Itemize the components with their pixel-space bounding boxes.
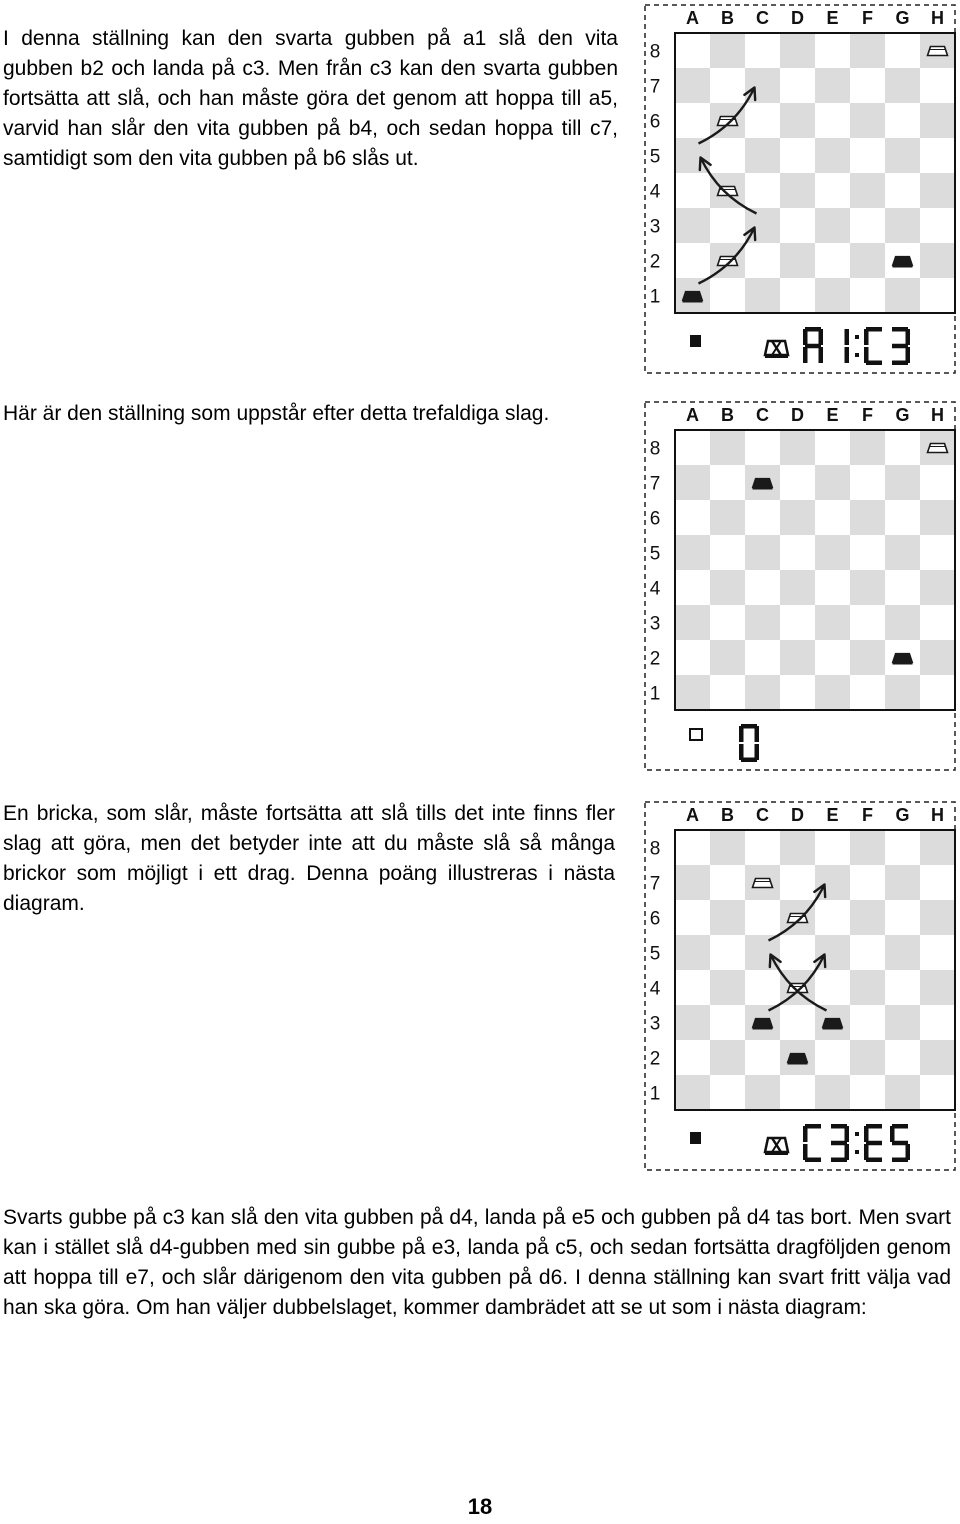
board-square-dark <box>885 1005 920 1040</box>
board-square-dark <box>850 500 885 535</box>
board-square-light <box>815 103 850 138</box>
file-label: D <box>791 405 804 425</box>
board-square-dark <box>675 935 710 970</box>
board-square-light <box>815 173 850 208</box>
board-square-dark <box>885 605 920 640</box>
rank-label: 1 <box>649 286 661 308</box>
board-square-light <box>710 1005 745 1040</box>
board-square-light <box>815 500 850 535</box>
board-square-light <box>780 1075 815 1110</box>
board-square-light <box>815 830 850 865</box>
board-square-light <box>885 900 920 935</box>
board-square-dark <box>710 1040 745 1075</box>
rank-label: 1 <box>649 1083 661 1105</box>
board-square-dark <box>850 173 885 208</box>
board-square-dark <box>850 570 885 605</box>
board-square-dark <box>815 68 850 103</box>
board-square-light <box>745 430 780 465</box>
white-checker-piece <box>928 47 948 56</box>
board-square-dark <box>745 605 780 640</box>
board-square-light <box>710 535 745 570</box>
board-square-dark <box>920 640 955 675</box>
rank-label: 3 <box>649 1013 661 1035</box>
lcd-segment <box>866 1141 882 1146</box>
board-square-dark <box>885 278 920 313</box>
board-square-light <box>710 278 745 313</box>
board-square-dark <box>850 33 885 68</box>
board-square-light <box>850 675 885 710</box>
lcd-segment <box>890 1126 895 1142</box>
board-square-light <box>885 500 920 535</box>
board-square-light <box>920 935 955 970</box>
board-square-light <box>815 33 850 68</box>
board-square-dark <box>710 33 745 68</box>
file-label: C <box>756 805 769 825</box>
board-square-light <box>920 278 955 313</box>
paragraph-choice-explanation: Svarts gubbe på c3 kan slå den vita gubben på d4, landa på e5 och gubben på d4 tas bort. Men svart kan i stället slå d4-gubben med sin gubbe på e3, landa på c5, och sedan fortsätta dragföljden genom att hoppa till e7, och slår därigenom den vita gubben på d6. I denna ställning kan svart fritt välja vad han ska göra. Om han väljer dubbelslaget, kommer dambrädet att se ut som i nästa diagram: <box>3 1206 951 1319</box>
board-square-light <box>780 68 815 103</box>
lcd-segment <box>819 347 824 363</box>
file-label: F <box>862 805 873 825</box>
board-square-dark <box>920 970 955 1005</box>
board-square-dark <box>885 535 920 570</box>
board-square-dark <box>780 570 815 605</box>
lcd-segment <box>864 1144 869 1160</box>
board-square-light <box>850 1005 885 1040</box>
lcd-segment <box>803 347 808 363</box>
file-label: H <box>931 405 944 425</box>
board-square-dark <box>850 900 885 935</box>
rank-label: 5 <box>649 543 661 565</box>
lcd-segment <box>892 361 908 366</box>
board-square-light <box>710 138 745 173</box>
rank-label: 7 <box>649 76 661 98</box>
board-square-light <box>920 535 955 570</box>
board-square-light <box>850 605 885 640</box>
board-diagram-3 <box>643 800 957 1172</box>
board-square-light <box>675 33 710 68</box>
lcd-segment <box>845 1126 850 1142</box>
file-label: F <box>862 8 873 28</box>
black-checker-piece <box>683 292 703 303</box>
file-label: B <box>721 805 734 825</box>
lcd-segment <box>831 1141 847 1146</box>
lcd-colon <box>855 1150 859 1154</box>
board-square-dark <box>850 103 885 138</box>
board-square-light <box>885 103 920 138</box>
lcd-segment <box>892 344 908 349</box>
file-label: B <box>721 405 734 425</box>
board-square-light <box>780 1005 815 1040</box>
board-square-light <box>920 1005 955 1040</box>
lcd-segment <box>739 726 744 742</box>
file-label: E <box>826 8 839 28</box>
board-square-light <box>745 500 780 535</box>
rank-label: 2 <box>649 251 661 273</box>
board-square-light <box>710 605 745 640</box>
board-square-dark <box>780 500 815 535</box>
board-square-light <box>920 68 955 103</box>
board-square-dark <box>885 935 920 970</box>
board-square-light <box>745 1040 780 1075</box>
rank-label: 3 <box>649 216 661 238</box>
board-square-light <box>815 900 850 935</box>
rank-label: 8 <box>649 41 661 63</box>
board-square-dark <box>920 900 955 935</box>
board-square-light <box>885 570 920 605</box>
board-square-light <box>885 830 920 865</box>
board-square-light <box>920 605 955 640</box>
file-label: B <box>721 8 734 28</box>
board-square-light <box>675 1040 710 1075</box>
board-diagram-1 <box>643 3 957 375</box>
rank-label: 6 <box>649 908 661 930</box>
board-square-dark <box>815 138 850 173</box>
board-square-light <box>780 605 815 640</box>
board-square-dark <box>920 103 955 138</box>
file-label: H <box>931 805 944 825</box>
rank-label: 4 <box>649 181 661 203</box>
board-square-light <box>675 103 710 138</box>
board-square-light <box>745 103 780 138</box>
board-square-light <box>815 243 850 278</box>
lcd-colon <box>855 1132 859 1136</box>
board-square-light <box>710 68 745 103</box>
file-label: C <box>756 8 769 28</box>
file-label: H <box>931 8 944 28</box>
board-square-dark <box>710 570 745 605</box>
lcd-segment <box>803 1144 808 1160</box>
rank-label: 8 <box>649 838 661 860</box>
board-square-dark <box>815 208 850 243</box>
board-square-dark <box>710 430 745 465</box>
board-square-dark <box>920 500 955 535</box>
white-checker-piece <box>753 879 773 888</box>
board-square-dark <box>745 535 780 570</box>
board-square-light <box>885 430 920 465</box>
board-square-dark <box>885 68 920 103</box>
file-label: G <box>895 8 910 28</box>
side-marker <box>690 1132 701 1144</box>
file-label: D <box>791 805 804 825</box>
board-square-light <box>780 278 815 313</box>
board-square-light <box>885 173 920 208</box>
board-square-dark <box>850 830 885 865</box>
side-marker <box>690 729 702 740</box>
file-label: A <box>686 405 699 425</box>
board-square-dark <box>850 243 885 278</box>
rank-label: 4 <box>649 978 661 1000</box>
file-label: G <box>895 405 910 425</box>
file-label: E <box>826 805 839 825</box>
board-square-light <box>745 173 780 208</box>
board-square-light <box>710 865 745 900</box>
board-square-dark <box>675 1075 710 1110</box>
board-diagram-2 <box>643 400 957 772</box>
board-square-dark <box>745 138 780 173</box>
board-square-light <box>675 830 710 865</box>
board-square-dark <box>885 208 920 243</box>
board-square-dark <box>920 570 955 605</box>
board-square-dark <box>885 865 920 900</box>
board-square-dark <box>675 1005 710 1040</box>
board-square-dark <box>675 68 710 103</box>
board-square-dark <box>885 1075 920 1110</box>
lcd-segment <box>819 329 824 345</box>
lcd-segment <box>831 1158 847 1163</box>
lcd-segment <box>864 347 869 363</box>
board-square-light <box>710 935 745 970</box>
board-square-dark <box>710 830 745 865</box>
board-square-light <box>745 640 780 675</box>
board-square-dark <box>745 1075 780 1110</box>
file-label: D <box>791 8 804 28</box>
board-square-dark <box>710 640 745 675</box>
board-square-dark <box>885 675 920 710</box>
board-square-light <box>780 465 815 500</box>
board-square-light <box>745 970 780 1005</box>
black-checker-piece <box>823 1019 843 1030</box>
black-checker-piece <box>753 1019 773 1030</box>
paragraph-resulting-position: Här är den ställning som uppstår efter detta trefaldiga slag. <box>3 402 550 425</box>
board-square-light <box>780 208 815 243</box>
board-square-dark <box>710 900 745 935</box>
board-square-dark <box>850 1040 885 1075</box>
black-checker-piece <box>893 257 913 268</box>
lcd-segment <box>803 1126 808 1142</box>
board-square-dark <box>815 1075 850 1110</box>
rank-label: 5 <box>649 943 661 965</box>
board-square-light <box>710 675 745 710</box>
board-square-light <box>850 935 885 970</box>
lcd-segment <box>845 329 850 345</box>
board-square-light <box>850 1075 885 1110</box>
board-square-dark <box>780 830 815 865</box>
board-square-light <box>675 430 710 465</box>
lcd-colon <box>855 335 859 339</box>
paragraph-capture-sequence: I denna ställning kan den svarta gubben på a1 slå den vita gubben b2 och landa på c3. Men från c3 kan den svarta gubben fortsätta att slå, och han måste göra det genom att hoppa till a5, varvid han slår den vita gubben på b4, och sedan hoppa till c7, samtidigt som den vita gubben på b6 slås ut. <box>3 27 618 170</box>
board-square-light <box>675 640 710 675</box>
black-checker-piece <box>753 479 773 490</box>
board-square-dark <box>780 33 815 68</box>
board-square-light <box>675 970 710 1005</box>
board-square-dark <box>780 640 815 675</box>
board-square-dark <box>815 465 850 500</box>
white-checker-piece <box>928 444 948 453</box>
board-square-light <box>710 1075 745 1110</box>
black-checker-piece <box>893 654 913 665</box>
lcd-segment <box>845 347 850 363</box>
board-square-dark <box>745 278 780 313</box>
rank-label: 2 <box>649 648 661 670</box>
board-square-light <box>675 570 710 605</box>
board-square-light <box>745 243 780 278</box>
lcd-segment <box>805 344 821 349</box>
board-square-dark <box>920 830 955 865</box>
board-square-dark <box>885 138 920 173</box>
board-square-light <box>780 865 815 900</box>
board-square-dark <box>675 675 710 710</box>
board-square-light <box>850 278 885 313</box>
board-square-light <box>675 243 710 278</box>
board-square-dark <box>815 605 850 640</box>
lcd-segment <box>803 329 808 345</box>
rank-label: 4 <box>649 578 661 600</box>
board-square-dark <box>780 173 815 208</box>
board-square-light <box>675 900 710 935</box>
board-square-light <box>745 900 780 935</box>
board-square-dark <box>920 173 955 208</box>
lcd-segment <box>864 329 869 345</box>
board-square-dark <box>815 278 850 313</box>
file-label: G <box>895 805 910 825</box>
player-icon <box>765 1138 788 1155</box>
board-square-light <box>920 865 955 900</box>
lcd-segment <box>892 1158 908 1163</box>
board-square-light <box>885 1040 920 1075</box>
board-square-light <box>850 68 885 103</box>
board-square-light <box>745 570 780 605</box>
board-square-light <box>710 208 745 243</box>
lcd-segment <box>906 329 911 345</box>
board-square-dark <box>815 535 850 570</box>
board-square-light <box>850 535 885 570</box>
board-square-light <box>850 865 885 900</box>
board-square-light <box>920 1075 955 1110</box>
lcd-colon <box>855 353 859 357</box>
board-square-dark <box>850 640 885 675</box>
board-square-dark <box>675 865 710 900</box>
file-label: C <box>756 405 769 425</box>
board-square-light <box>780 935 815 970</box>
board-square-light <box>920 675 955 710</box>
board-square-dark <box>780 430 815 465</box>
board-square-dark <box>745 675 780 710</box>
board-square-dark <box>920 1040 955 1075</box>
file-label: F <box>862 405 873 425</box>
file-label: A <box>686 8 699 28</box>
board-square-dark <box>780 243 815 278</box>
board-square-light <box>885 33 920 68</box>
lcd-segment <box>892 1141 908 1146</box>
board-square-dark <box>815 675 850 710</box>
board-square-dark <box>780 103 815 138</box>
board-square-dark <box>675 605 710 640</box>
rank-label: 7 <box>649 473 661 495</box>
lcd-segment <box>739 744 744 760</box>
rank-label: 7 <box>649 873 661 895</box>
rank-label: 5 <box>649 146 661 168</box>
board-square-dark <box>710 500 745 535</box>
board-square-light <box>815 570 850 605</box>
board-square-dark <box>885 465 920 500</box>
board-square-dark <box>675 208 710 243</box>
board-square-light <box>815 970 850 1005</box>
board-square-light <box>780 138 815 173</box>
rank-label: 6 <box>649 111 661 133</box>
board-square-light <box>815 1040 850 1075</box>
paragraph-capture-rule: En bricka, som slår, måste fortsätta att slå tills det inte finns fler slag att göra, men det betyder inte att du måste slå så många brickor som möjligt i ett drag. Denna poäng illustreras i nästa diagram. <box>3 802 615 915</box>
board-square-light <box>815 430 850 465</box>
board-square-light <box>815 640 850 675</box>
board-square-light <box>885 970 920 1005</box>
page-number: 18 <box>467 1494 493 1519</box>
board-square-dark <box>675 465 710 500</box>
board-square-light <box>780 535 815 570</box>
board-square-light <box>745 33 780 68</box>
board-square-light <box>850 138 885 173</box>
rank-label: 2 <box>649 1048 661 1070</box>
side-marker <box>690 335 701 347</box>
black-checker-piece <box>788 1054 808 1065</box>
lcd-segment <box>864 1126 869 1142</box>
board-square-light <box>675 173 710 208</box>
board-square-light <box>850 465 885 500</box>
board-square-light <box>710 465 745 500</box>
board-square-light <box>675 500 710 535</box>
board-square-light <box>920 465 955 500</box>
board-square-dark <box>675 535 710 570</box>
rank-label: 1 <box>649 683 661 705</box>
board-square-light <box>920 138 955 173</box>
rank-label: 3 <box>649 613 661 635</box>
board-square-light <box>780 675 815 710</box>
board-square-light <box>745 830 780 865</box>
board-square-light <box>850 208 885 243</box>
board-square-dark <box>850 970 885 1005</box>
rank-label: 8 <box>649 438 661 460</box>
rank-label: 6 <box>649 508 661 530</box>
board-square-dark <box>710 970 745 1005</box>
player-icon <box>765 341 788 358</box>
file-label: A <box>686 805 699 825</box>
board-square-dark <box>920 243 955 278</box>
board-square-light <box>920 208 955 243</box>
lcd-segment <box>755 726 760 742</box>
file-label: E <box>826 405 839 425</box>
board-square-dark <box>850 430 885 465</box>
